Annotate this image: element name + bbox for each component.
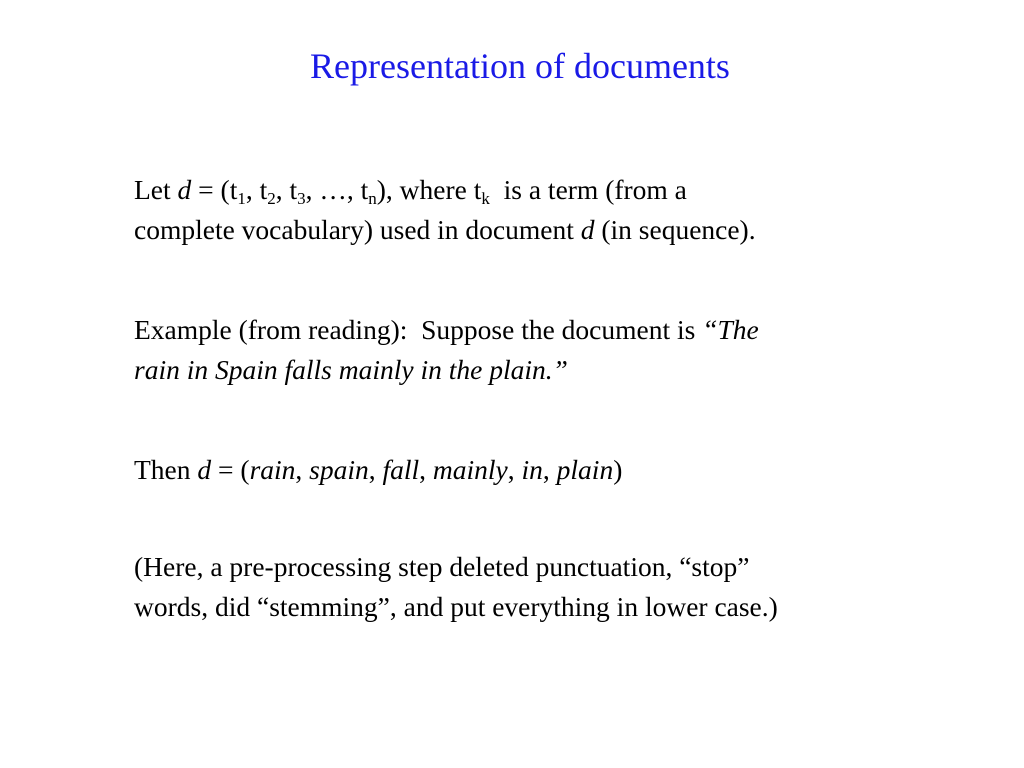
sep-4: , — [507, 454, 522, 485]
subscript-1: 1 — [237, 189, 246, 208]
term-in: in — [521, 454, 543, 485]
sep-1: , — [295, 454, 310, 485]
var-d-3: d — [197, 454, 212, 485]
text-example-intro: Example (from reading): Suppose the document is — [134, 314, 703, 345]
definition-line-2 — [134, 210, 934, 250]
result-paragraph — [134, 450, 934, 490]
term-mainly: mainly — [432, 454, 508, 485]
sep-2: , — [368, 454, 383, 485]
quote-rest: rain in Spain falls mainly in the plain.” — [134, 354, 568, 385]
text-ellipsis-t: , …, t — [305, 174, 369, 205]
slide-title: Representation of documents — [310, 46, 730, 86]
text-complete-vocabulary: complete vocabulary) used in document — [134, 214, 581, 245]
example-line-1 — [134, 310, 934, 350]
text-eq-paren: = ( — [211, 454, 250, 485]
term-plain: plain — [556, 454, 614, 485]
subscript-k: k — [481, 189, 490, 208]
text-where: ), where t — [376, 174, 482, 205]
term-fall: fall — [382, 454, 420, 485]
example-paragraph — [134, 310, 934, 390]
note-line-1: (Here, a pre-processing step deleted punctuation, “stop” — [134, 551, 750, 582]
definition-paragraph — [134, 170, 934, 250]
var-d: d — [177, 174, 192, 205]
text-comma-t-1: , t — [245, 174, 268, 205]
text-is-a-term: is a term (from a — [489, 174, 687, 205]
text-then: Then — [134, 454, 198, 485]
term-spain: spain — [309, 454, 369, 485]
sep-3: , — [419, 454, 433, 485]
definition-line-1 — [134, 170, 934, 210]
text-eq-open: = (t — [191, 174, 238, 205]
example-line-2 — [134, 350, 934, 390]
text-close-paren: ) — [613, 454, 623, 485]
text-in-sequence: (in sequence). — [594, 214, 756, 245]
subscript-3: 3 — [297, 189, 306, 208]
var-d-2: d — [580, 214, 595, 245]
subscript-n: n — [368, 189, 377, 208]
result-line — [134, 450, 934, 490]
note-line-2: words, did “stemming”, and put everything in lower case.) — [134, 591, 778, 622]
term-rain: rain — [249, 454, 296, 485]
quote-start: “The — [702, 314, 759, 345]
note-paragraph — [134, 547, 934, 627]
text-comma-t-2: , t — [275, 174, 298, 205]
subscript-2: 2 — [267, 189, 276, 208]
sep-5: , — [542, 454, 557, 485]
text-let: Let — [134, 174, 178, 205]
